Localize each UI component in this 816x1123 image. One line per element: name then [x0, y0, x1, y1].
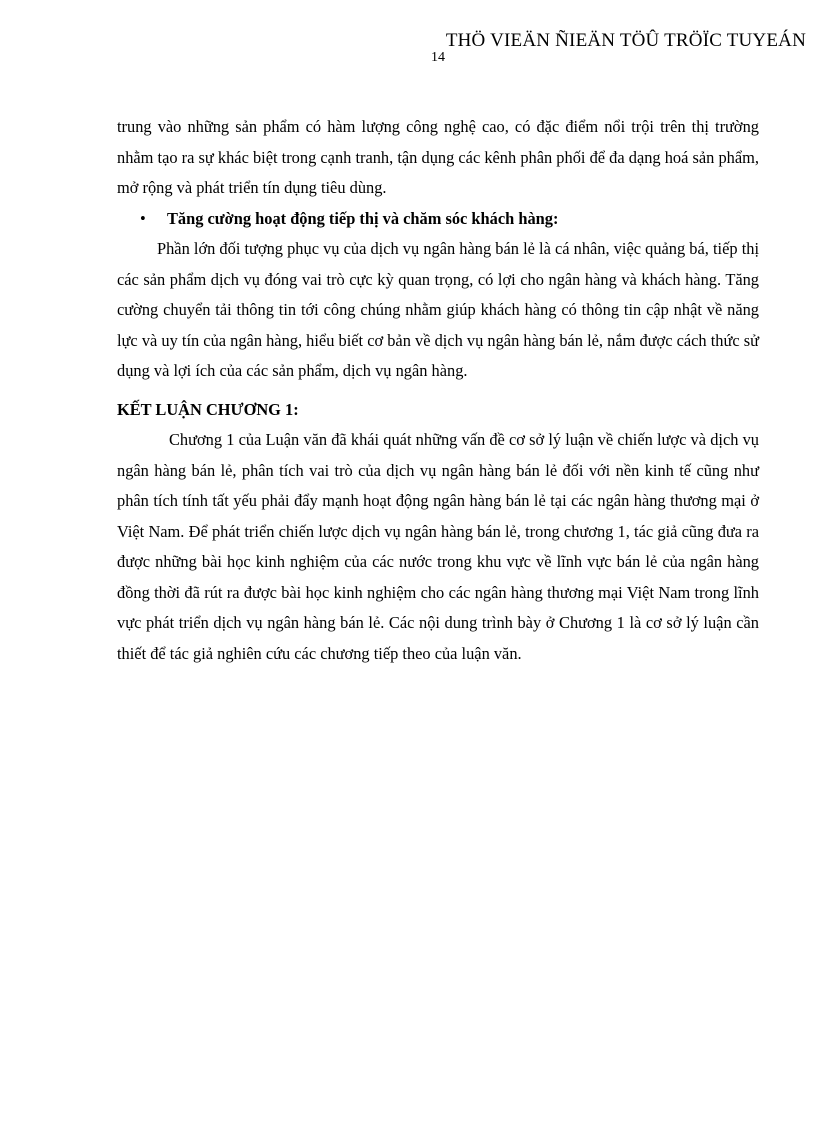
document-body — [117, 112, 759, 669]
bullet-heading-text: Tăng cường hoạt động tiếp thị và chăm sóc khách hàng: — [167, 208, 559, 228]
bullet-heading — [117, 204, 759, 235]
paragraph-marketing: Phần lớn đối tượng phục vụ của dịch vụ ngân hàng bán lẻ là cá nhân, việc quảng bá, tiếp thị các sản phẩm dịch vụ đóng vai trò cực kỳ quan trọng, có lợi cho ngân hàng và khách hàng. Tăng cường chuyển tải thông tin tới công chúng nhằm giúp khách hàng có thông tin cập nhật về năng lực và uy tín của ngân hàng, hiểu biết cơ bản về dịch vụ ngân hàng bán lẻ, nắm được cách thức sử dụng và lợi ích của các sản phẩm, dịch vụ ngân hàng. — [117, 239, 759, 380]
page-number: 14 — [431, 50, 445, 65]
bullet-icon: • — [140, 208, 146, 228]
conclusion-heading: KẾT LUẬN CHƯƠNG 1: — [117, 399, 299, 419]
paragraph-continuation: trung vào những sản phẩm có hàm lượng công nghệ cao, có đặc điểm nổi trội trên thị trường nhằm tạo ra sự khác biệt trong cạnh tranh, tận dụng các kênh phân phối để đa dạng hoá sản phẩm, mở rộng và phát triển tín dụng tiêu dùng. — [117, 117, 759, 197]
paragraph-conclusion: Chương 1 của Luận văn đã khái quát những vấn đề cơ sở lý luận về chiến lược và dịch vụ ngân hàng bán lẻ, phân tích vai trò của dịch vụ ngân hàng bán lẻ đối với nền kinh tế cũng như phân tích tính tất yếu phải đẩy mạnh hoạt động ngân hàng bán lẻ tại các ngân hàng thương mại ở Việt Nam. Để phát triển chiến lược dịch vụ ngân hàng bán lẻ, trong chương 1, tác giả cũng đưa ra được những bài học kinh nghiệm của các nước trong khu vực về lĩnh vực bán lẻ của ngân hàng đồng thời đã rút ra được bài học kinh nghiệm cho các ngân hàng thương mại Việt Nam trong lĩnh vực phát triển dịch vụ ngân hàng bán lẻ. Các nội dung trình bày ở Chương 1 là cơ sở lý luận cần thiết để tác giả nghiên cứu các chương tiếp theo của luận văn. — [117, 430, 759, 663]
header-watermark: THÖ VIEÄN ÑIEÄN TÖÛ TRÖÏC TUYEÁN — [445, 30, 806, 51]
